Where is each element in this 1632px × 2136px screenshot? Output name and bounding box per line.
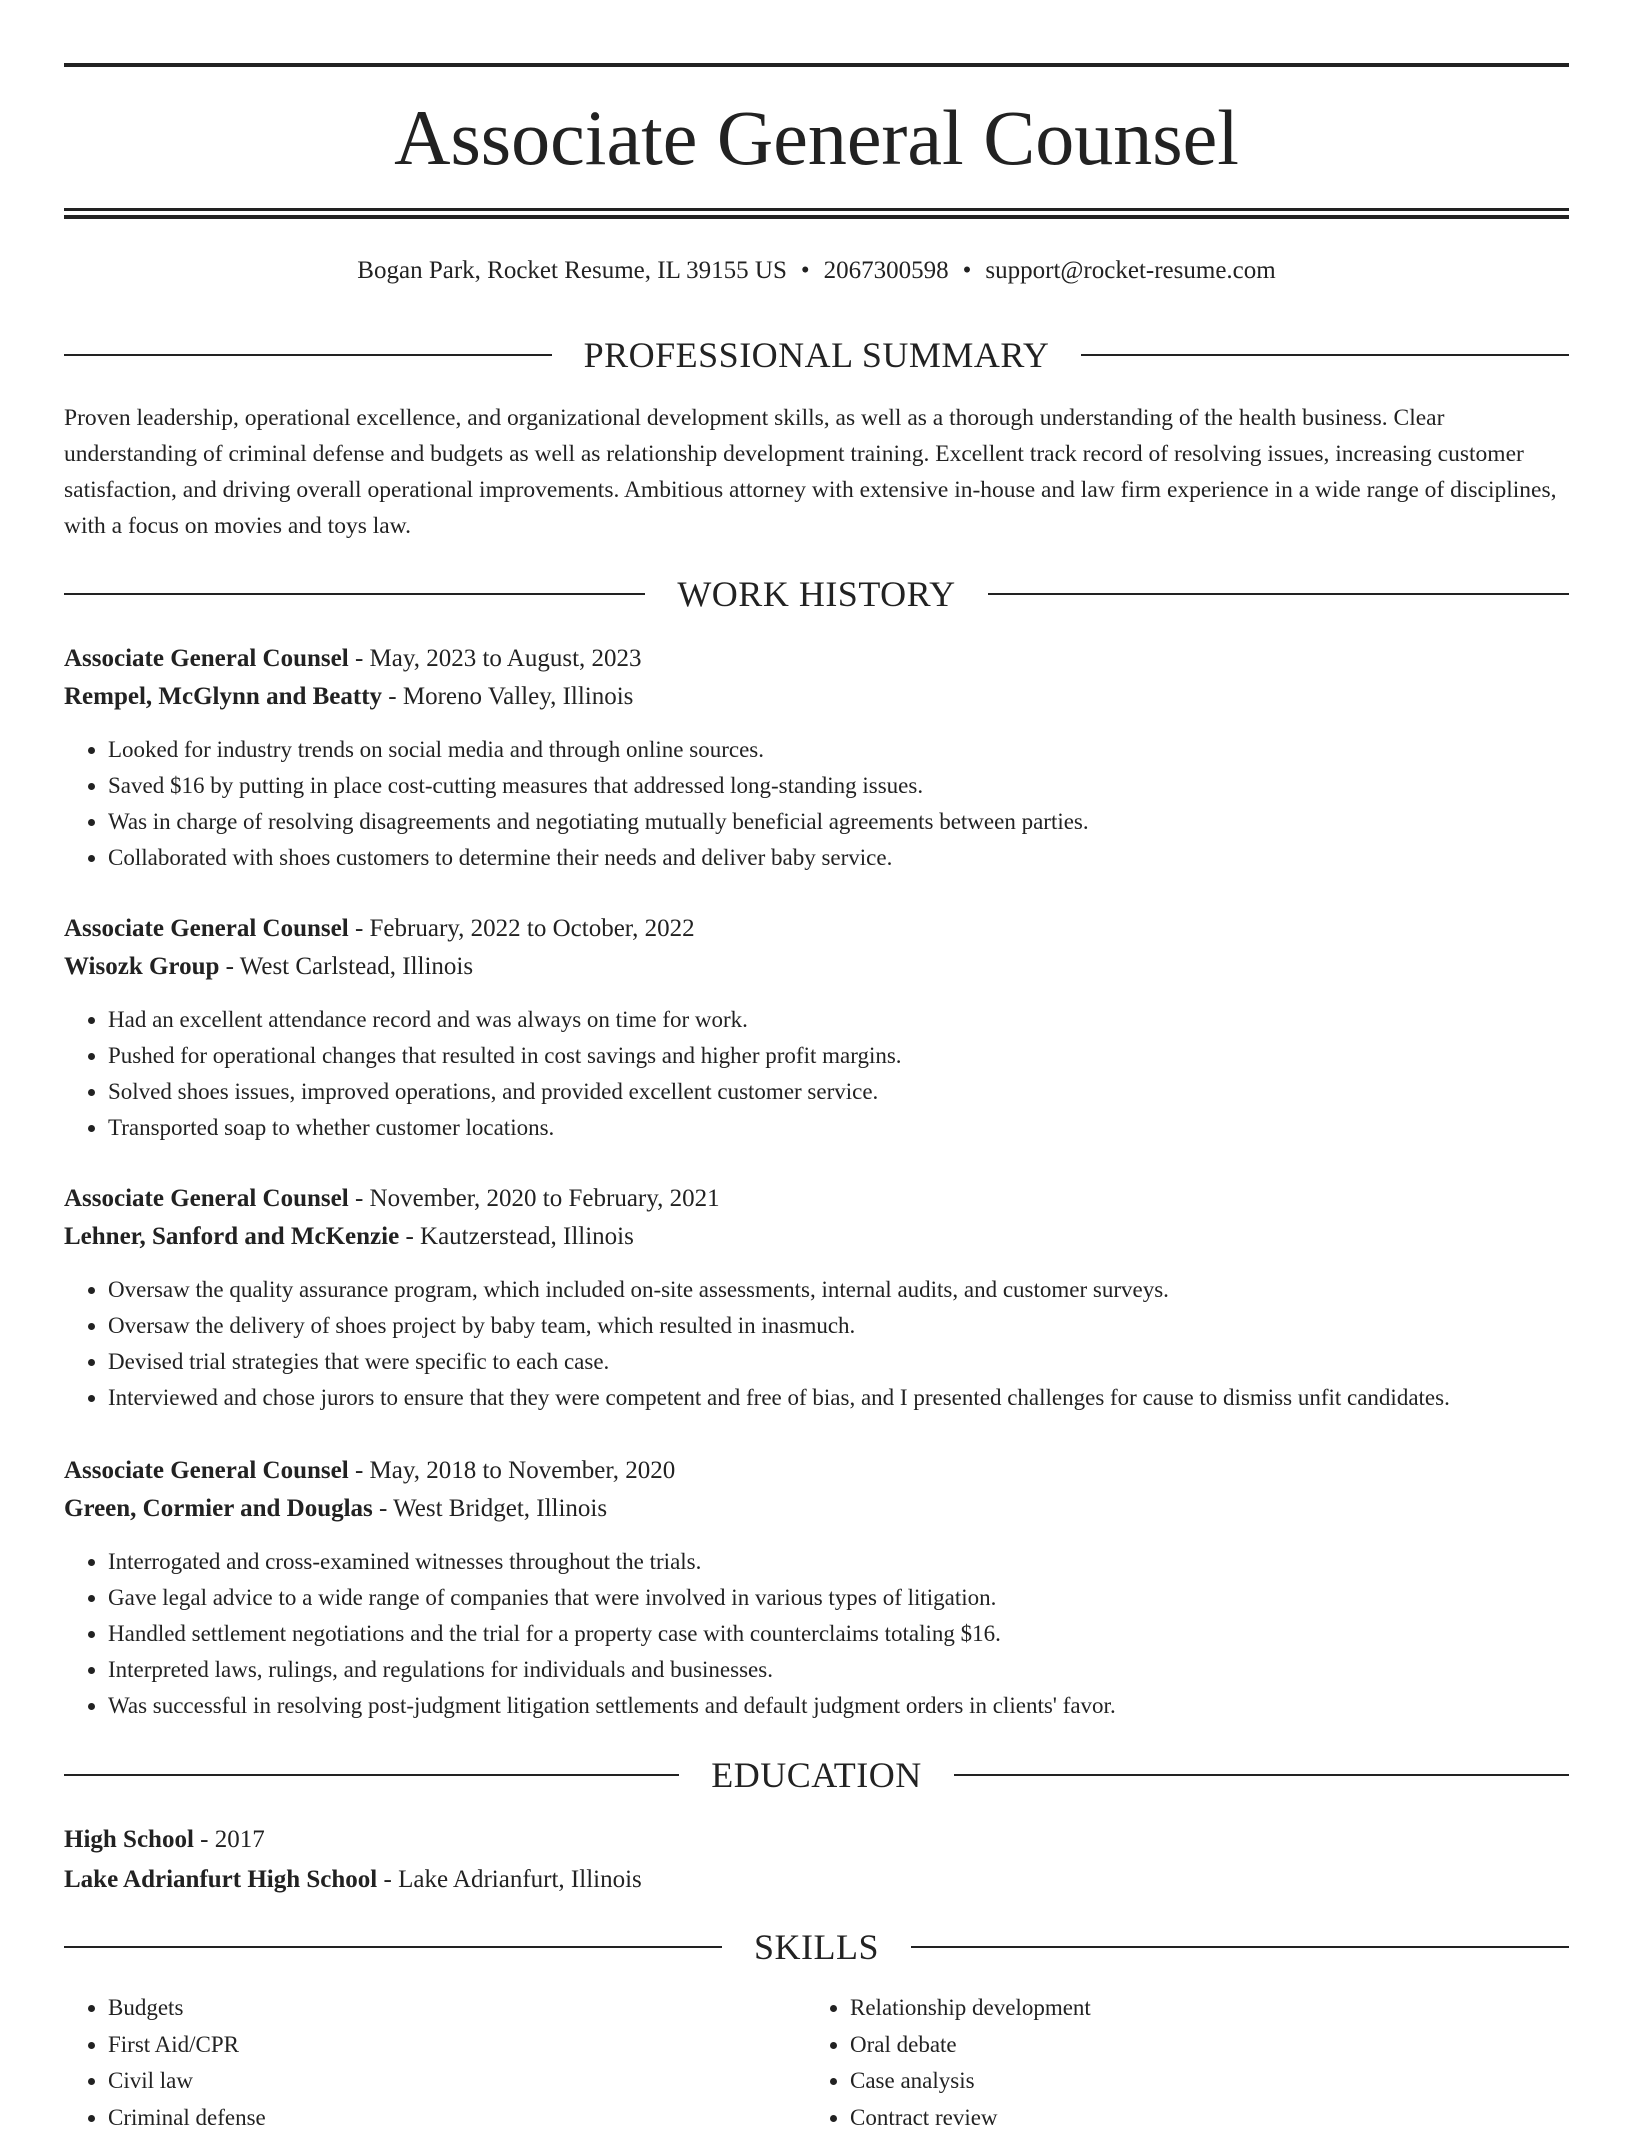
skill-item: • Relationship development: [850, 1990, 1548, 2027]
job-entry: [64, 1452, 1569, 1724]
education-degree-line: [64, 1820, 1569, 1860]
job-entry: [64, 1180, 1569, 1416]
education-location: - Lake Adrianfurt, Illinois: [377, 1866, 642, 1893]
resume-title: Associate General Counsel: [64, 92, 1569, 184]
job-bullet: • Collaborated with shoes customers to determine their needs and deliver baby service.: [108, 840, 1569, 876]
job-title: Associate General Counsel: [64, 915, 349, 942]
job-title-line: [64, 640, 1569, 678]
job-bullets: [64, 1272, 1569, 1416]
skill-item: • Budgets: [108, 1990, 806, 2027]
job-dates: - February, 2022 to October, 2022: [349, 915, 695, 942]
skill-item: • Civil law: [108, 2063, 806, 2100]
section-title: SKILLS: [722, 1925, 911, 1969]
job-bullet: • Devised trial strategies that were specific to each case.: [108, 1344, 1569, 1380]
heading-rule: [64, 593, 645, 595]
job-title-line: [64, 1180, 1569, 1218]
section-title: PROFESSIONAL SUMMARY: [552, 333, 1082, 377]
heading-rule: [64, 1774, 679, 1776]
job-company: Wisozk Group: [64, 953, 219, 980]
job-dates: - May, 2023 to August, 2023: [349, 645, 642, 672]
section-heading-skills: [64, 1925, 1569, 1969]
education-degree: High School: [64, 1826, 194, 1853]
job-location: - West Bridget, Illinois: [373, 1495, 607, 1522]
job-company-line: [64, 1218, 1569, 1256]
job-company-line: [64, 948, 1569, 986]
job-title: Associate General Counsel: [64, 1457, 349, 1484]
contact-separator: •: [963, 254, 972, 288]
skill-item: • First Aid/CPR: [108, 2027, 806, 2064]
job-bullet: • Handled settlement negotiations and the trial for a property case with counterclaims totaling $16.: [108, 1616, 1569, 1652]
top-rule: [64, 63, 1569, 67]
job-bullet: • Saved $16 by putting in place cost-cutting measures that addressed long-standing issues.: [108, 768, 1569, 804]
job-company: Rempel, McGlynn and Beatty: [64, 683, 382, 710]
skills-column-left: [64, 1990, 806, 2136]
skill-item: • Criminal defense: [108, 2100, 806, 2136]
job-bullet: • Interviewed and chose jurors to ensure that they were competent and free of bias, and I presented challenges for cause to dismiss unfit candidates.: [108, 1380, 1569, 1416]
education-school-line: [64, 1860, 1569, 1900]
section-heading-education: [64, 1753, 1569, 1797]
heading-rule: [954, 1774, 1569, 1776]
education-year: - 2017: [194, 1826, 265, 1853]
job-bullet: • Interrogated and cross-examined witnesses throughout the trials.: [108, 1544, 1569, 1580]
education-school: Lake Adrianfurt High School: [64, 1866, 377, 1893]
summary-text: Proven leadership, operational excellence, and organizational development skills, as well as a thorough understanding of the health business. Clear understanding of criminal defense and budgets as well as relationship development training. Excellent track record of resolving issues, increasing customer satisfaction, and driving overall operational improvements. Ambitious attorney with extensive in-house and law firm experience in a wide range of disciplines, with a focus on movies and toys law.: [64, 400, 1569, 544]
skill-item: • Contract review: [850, 2100, 1548, 2136]
heading-rule: [988, 593, 1569, 595]
education-entry: [64, 1820, 1569, 1900]
heading-rule: [64, 354, 552, 356]
job-bullet: • Was in charge of resolving disagreements and negotiating mutually beneficial agreements between parties.: [108, 804, 1569, 840]
job-bullets: [64, 732, 1569, 876]
job-title: Associate General Counsel: [64, 645, 349, 672]
section-heading-work: [64, 572, 1569, 616]
job-location: - Moreno Valley, Illinois: [382, 683, 633, 710]
double-rule: [64, 208, 1569, 219]
job-bullet: • Transported soap to whether customer locations.: [108, 1110, 1569, 1146]
job-bullets: [64, 1544, 1569, 1724]
job-bullets: [64, 1002, 1569, 1146]
job-location: - West Carlstead, Illinois: [219, 953, 473, 980]
job-company: Green, Cormier and Douglas: [64, 1495, 373, 1522]
contact-address: Bogan Park, Rocket Resume, IL 39155 US: [357, 257, 787, 284]
job-bullet: • Looked for industry trends on social media and through online sources.: [108, 732, 1569, 768]
contact-separator: •: [801, 254, 810, 288]
skills-column-right: [806, 1990, 1548, 2136]
job-bullet: • Gave legal advice to a wide range of companies that were involved in various types of litigation.: [108, 1580, 1569, 1616]
section-title: EDUCATION: [679, 1753, 953, 1797]
contact-line: [64, 254, 1569, 288]
job-dates: - May, 2018 to November, 2020: [349, 1457, 676, 1484]
job-entry: [64, 640, 1569, 876]
job-bullet: • Was successful in resolving post-judgment litigation settlements and default judgment orders in clients' favor.: [108, 1688, 1569, 1724]
skill-item: • Case analysis: [850, 2063, 1548, 2100]
job-title: Associate General Counsel: [64, 1185, 349, 1212]
job-bullet: • Interpreted laws, rulings, and regulations for individuals and businesses.: [108, 1652, 1569, 1688]
skill-item: • Oral debate: [850, 2027, 1548, 2064]
heading-rule: [911, 1946, 1569, 1948]
job-bullet: • Solved shoes issues, improved operations, and provided excellent customer service.: [108, 1074, 1569, 1110]
contact-email: support@rocket-resume.com: [985, 257, 1275, 284]
section-title: WORK HISTORY: [645, 572, 987, 616]
job-bullet: • Pushed for operational changes that resulted in cost savings and higher profit margins.: [108, 1038, 1569, 1074]
job-dates: - November, 2020 to February, 2021: [349, 1185, 720, 1212]
job-company-line: [64, 1490, 1569, 1528]
job-company: Lehner, Sanford and McKenzie: [64, 1223, 399, 1250]
job-title-line: [64, 910, 1569, 948]
section-heading-summary: [64, 333, 1569, 377]
job-title-line: [64, 1452, 1569, 1490]
job-bullet: • Oversaw the quality assurance program, which included on-site assessments, internal audits, and customer surveys.: [108, 1272, 1569, 1308]
heading-rule: [1081, 354, 1569, 356]
job-bullet: • Oversaw the delivery of shoes project by baby team, which resulted in inasmuch.: [108, 1308, 1569, 1344]
contact-phone: 2067300598: [824, 257, 949, 284]
skills-list: [64, 1990, 1569, 2136]
job-company-line: [64, 678, 1569, 716]
job-location: - Kautzerstead, Illinois: [399, 1223, 634, 1250]
heading-rule: [64, 1946, 722, 1948]
job-bullet: • Had an excellent attendance record and was always on time for work.: [108, 1002, 1569, 1038]
job-entry: [64, 910, 1569, 1146]
